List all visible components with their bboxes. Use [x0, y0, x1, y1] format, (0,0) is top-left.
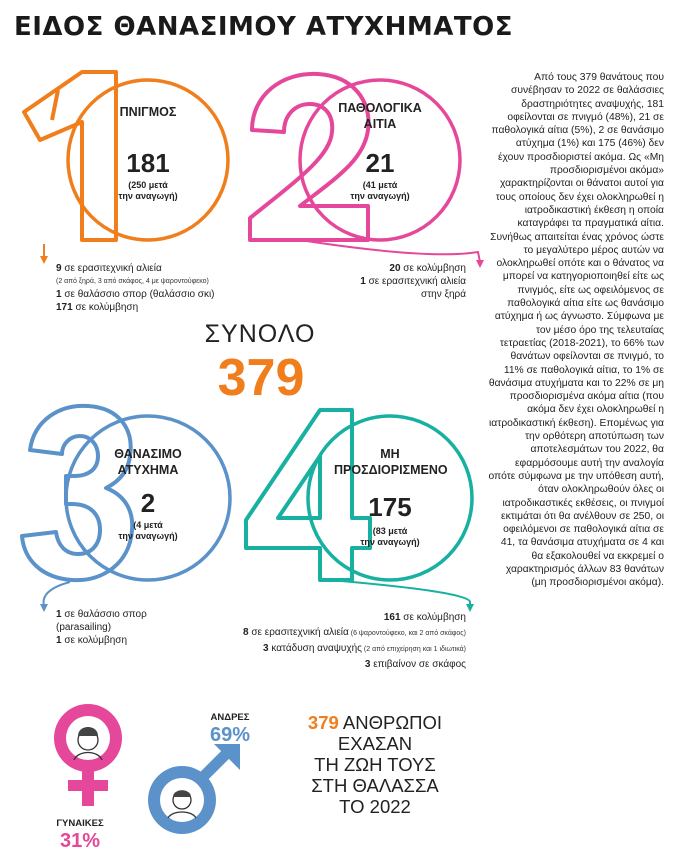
cat2-label: ΠΑΘΟΛΟΓΙΚΑ ΑΙΤΙΑ: [338, 101, 422, 131]
male-symbol-icon: [148, 744, 240, 834]
cat1-breakdown: 9 σε ερασιτεχνική αλιεία (2 από ξηρά, 3 από σκάφος, 4 με ψαροντούφεκο) 1 σε θαλάσσιο σπορ (θαλάσσιο σκι) 171 σε κολύμβηση: [56, 263, 215, 313]
cat1-label: ΠΝΙΓΜΟΣ: [119, 105, 177, 119]
arrow-2: [300, 240, 480, 262]
arrow-4: [330, 580, 470, 606]
cat1-after: (250 μετά την αναγωγή): [118, 180, 178, 201]
women-label: ΓΥΝΑΙΚΕΣ: [56, 818, 104, 829]
total-label: ΣΥΝΟΛΟ: [204, 320, 316, 348]
cat3-label: ΘΑΝΑΣΙΜΟ ΑΤΥΧΗΜΑ: [114, 447, 182, 477]
sidebar-text: Από τους 379 θανάτους που συνέβησαν το 2022 σε θαλάσσιες δραστηριότητες αναψυχής, 181 οφείλονται σε πνιγμό (48%), 21 σε παθολογικά αίτια (5%), 2 σε θανάσιμο ατύχημα (1%) και 175 (46%) δεν έχουν προσδιοριστεί ακόμα. Ως «Μη προσδιορισμένοι ακόμα» χαρακτηρίζονται οι θάνατοι αυτοί για τους οποίους δεν έχει ολοκληρωθεί η ιατροδικαστική έκθεση η οποία καταγράφει τα πραγματικά αίτια. Συνήθως απαιτείται ένας χρόνος ώστε το μεγαλύτερο μέρος αυτών να ολοκληρωθεί οπότε και ο θάνατος να μπορεί να κατηγοριοποιηθεί είτε ως πνιγμός, είτε ως οφειλόμενος σε παθολογικά αίτια είτε ως θανάσιμο ατύχημα ή ως άγνωστο. Σύμφωνα με τον μέσο όρο της τελευταίας τετραετίας (2018-2021), το 66% των θανάτων οφείλονται σε πνιγμό, το 11% σε παθολογικά αίτια, το 1% σε θανάσιμα ατυχήματα και το 22% σε μη προσδιορισμένα ακόμα αίτια (που ακόμα δεν έχει ολοκληρωθεί η ιατροδικαστική έκθεση). Επομένως για την ορθότερη αποτύπωση των αποτελεσμάτων του 2022, θα εφαρμόσουμε αυτή την αναλογία οπότε σύμφωνα με την υπόθεση αυτή, όταν ολοκληρωθούν όλες οι ιατροδικαστικές εκθέσεις, οι πνιγμοί εκτιμάται ότι θα ανέλθουν σε 250, οι οφειλόμενοι σε παθολογικά αίτια σε 41, τα θανάσιμα ατυχήματα σε 4 και θα εξακολουθεί να εκκρεμεί ο χαρακτηρισμός άλλων 83 θανάτων (μη προσδιορισμένοι ακόμα).: [488, 72, 664, 589]
cat1-value: 181: [126, 148, 170, 178]
cat4-label: ΜΗ ΠΡΟΣΔΙΟΡΙΣΜΕΝΟ: [334, 447, 448, 477]
cat2-breakdown: 20 σε κολύμβηση 1 σε ερασιτεχνική αλιεία στην ξηρά: [360, 263, 466, 300]
total-value: 379: [217, 349, 305, 407]
cat3-value: 2: [140, 488, 156, 518]
arrow-3: [44, 582, 70, 606]
cat4-value: 175: [368, 492, 412, 522]
cat2-after: (41 μετά την αναγωγή): [350, 180, 410, 201]
cat4-breakdown: 161 σε κολύμβηση 8 σε ερασιτεχνική αλιεία (6 ψαροντούφεκο, και 2 από σκάφος) 3 κατάδυση αναψυχής (2 από επιχείρηση και 1 ιδιωτικά) 3 επιβαίνον σε σκάφος: [243, 612, 466, 670]
cat2-value: 21: [365, 148, 395, 178]
summary-text: 379 ΑΝΘΡΩΠΟΙ ΕΧΑΣΑΝ ΤΗ ΖΩΗ ΤΟΥΣ ΣΤΗ ΘΑΛΑΣΣΑ ΤΟ 2022: [307, 712, 443, 817]
cat3-breakdown: 1 σε θαλάσσιο σπορ (parasailing) 1 σε κολύμβηση: [56, 609, 147, 646]
cat4-after: (83 μετά την αναγωγή): [360, 526, 420, 547]
men-label: ΑΝΔΡΕΣ: [210, 712, 250, 723]
men-pct: 69%: [209, 724, 251, 746]
women-pct: 31%: [59, 830, 101, 852]
cat3-after: (4 μετά την αναγωγή): [118, 520, 178, 541]
page-title: ΕΙΔΟΣ ΘΑΝΑΣΙΜΟΥ ΑΤΥΧΗΜΑΤΟΣ: [14, 12, 513, 42]
female-symbol-icon: [54, 704, 122, 806]
